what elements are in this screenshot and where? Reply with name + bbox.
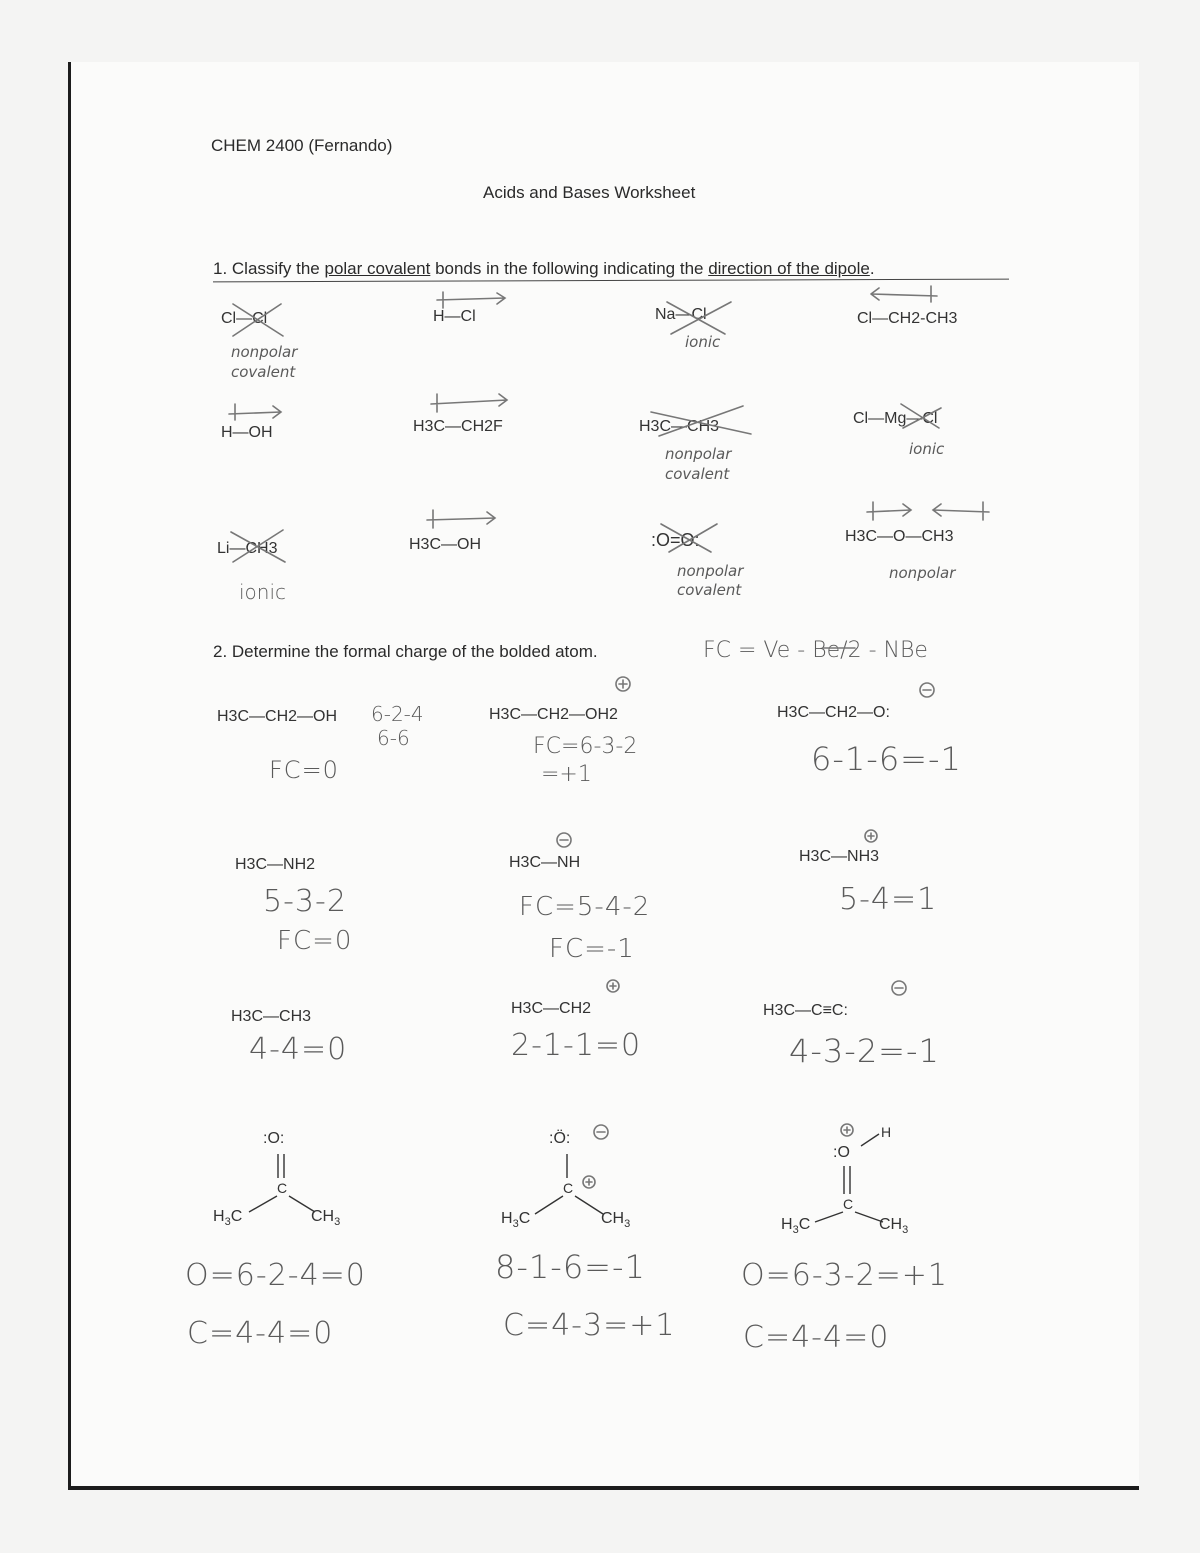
q2-item-4-work-2: FC=0 [277, 926, 353, 956]
q2-item-10-carbon: C [277, 1180, 288, 1196]
q1-text-a: 1. Classify the [213, 259, 325, 278]
charge-plus-item-8 [607, 980, 619, 992]
q2-item-7-work-1: 4-4=0 [249, 1032, 348, 1067]
course-header: CHEM 2400 (Fernando) [211, 136, 393, 155]
q1-underline-polar: polar covalent [324, 259, 431, 278]
q2-item-10-left: $H_3C$ [213, 1208, 243, 1229]
q1-item-3-note: ionic [685, 333, 721, 351]
q1-item-8-note: ionic [909, 440, 945, 458]
q2-item-12-hydrogen: H [881, 1124, 892, 1140]
worksheet-title: Acids and Bases Worksheet [483, 183, 696, 202]
q2-item-9-formula: H3C—C≡C: [763, 1002, 848, 1019]
q1-item-4-formula: Cl—CH2-CH3 [857, 310, 958, 327]
q1-underline-dipole: direction of the dipole [708, 259, 870, 278]
q2-item-8-work-1: 2-1-1=0 [511, 1028, 642, 1063]
q1-item-7-note: nonpolar covalent [665, 445, 732, 483]
q2-item-10-work-1: O=6-2-4=0 [185, 1258, 366, 1293]
charge-plus-item-11-c [583, 1176, 595, 1188]
q2-item-1-work-1: 6-2-4 [371, 702, 424, 726]
q2-item-1-work-3: FC=0 [269, 756, 339, 784]
q2-item-11-right: $CH_3$ [601, 1210, 631, 1231]
q2-item-9-work-1: 4-3-2=-1 [789, 1032, 940, 1070]
charge-plus-item-6 [865, 830, 877, 842]
q1-item-9-note: ionic [239, 580, 287, 604]
q2-item-12-work-2: C=4-4=0 [743, 1320, 890, 1355]
q2-item-11-carbon: C [563, 1180, 574, 1196]
charge-minus-item-9 [892, 981, 906, 995]
q2-item-12-left: $H_3C$ [781, 1216, 811, 1237]
q2-prompt: 2. Determine the formal charge of the bolded atom. [213, 642, 598, 661]
q2-item-1-work-2: 6-6 [377, 726, 410, 750]
q2-item-8-formula: H3C—CH2 [511, 1000, 592, 1017]
charge-minus-item-5 [557, 833, 571, 847]
dipole-arrow-h-cl [437, 292, 505, 308]
q2-item-5-work-2: FC=-1 [549, 934, 635, 964]
q2-item-10-right: $CH_3$ [311, 1208, 341, 1229]
q2-item-3-formula: H3C—CH2—O: [777, 704, 890, 721]
q2-item-2-work-1: FC=6-3-2 [533, 734, 638, 759]
q2-item-1-formula: H3C—CH2—OH [217, 708, 338, 725]
q1-text-b: bonds in the following indicating the [430, 259, 709, 278]
dipole-arrow-cl-ch2 [871, 286, 937, 302]
q1-item-6-formula: H3C—CH2F [413, 418, 503, 435]
charge-minus-item-3 [920, 683, 934, 697]
q1-item-3-formula: Na—Cl [655, 306, 707, 323]
q1-item-7-formula: H3C—CH3 [639, 418, 720, 435]
q2-item-4-work-1: 5-3-2 [263, 884, 347, 919]
q2-item-2-formula: H3C—CH2—OH2 [489, 706, 618, 723]
q2-item-11-work-1: 8-1-6=-1 [495, 1248, 646, 1286]
q2-item-7-formula: H3C—CH3 [231, 1008, 312, 1025]
q2-item-11-oxygen: :Ö: [549, 1130, 571, 1147]
q1-item-2-formula: H—Cl [433, 308, 476, 325]
q1-item-1-note: nonpolar covalent [231, 343, 298, 381]
q2-item-2-work-2: =+1 [541, 762, 592, 787]
q1-item-11-note: nonpolar covalent [677, 562, 744, 599]
q2-item-6-work-1: 5-4=1 [839, 882, 938, 917]
q1-item-10-formula: H3C—OH [409, 536, 482, 553]
q2-item-6-formula: H3C—NH3 [799, 848, 880, 865]
q2-item-11-left: $H_3C$ [501, 1210, 531, 1231]
q1-item-1-formula: Cl—Cl [221, 310, 268, 327]
q2-item-10-oxygen: :O: [263, 1130, 285, 1147]
worksheet-page [68, 62, 1139, 1490]
q2-item-12-carbon: C [843, 1196, 854, 1212]
charge-minus-item-11-o [594, 1125, 608, 1139]
q2-item-12-work-1: O=6-3-2=+1 [741, 1258, 949, 1293]
q1-text-c: . [869, 259, 875, 278]
q1-item-12-formula: H3C—O—CH3 [845, 528, 954, 545]
charge-plus-item-12 [841, 1124, 853, 1136]
q1-item-8-formula: Cl—Mg—Cl [853, 410, 938, 427]
q1-item-11-formula: :O=O: [651, 530, 700, 550]
q2-item-11-work-2: C=4-3=+1 [503, 1308, 676, 1343]
dipole-arrow-left-ether [867, 502, 911, 520]
dipole-arrow-h3c-oh [427, 510, 495, 528]
charge-plus-item-2 [616, 677, 630, 691]
q1-prompt [213, 259, 875, 279]
q2-item-12-oxygen: :O [833, 1144, 850, 1161]
dipole-arrow-right-ether [933, 502, 989, 520]
header-divider [213, 279, 1009, 283]
q1-item-5-formula: H—OH [221, 424, 273, 441]
formal-charge-equation: FC = Ve - Be/2 - NBe [703, 638, 928, 663]
dipole-arrow-h-oh [229, 404, 281, 420]
q2-item-12-right: $CH_3$ [879, 1216, 909, 1237]
q2-item-10-work-2: C=4-4=0 [187, 1316, 334, 1351]
q2-item-4-formula: H3C—NH2 [235, 856, 316, 873]
q1-item-9-formula: Li—CH3 [217, 540, 278, 557]
q2-item-5-formula: H3C—NH [509, 854, 581, 871]
q1-item-12-note: nonpolar [889, 564, 956, 582]
dipole-arrow-h3c-ch2f [431, 394, 507, 412]
q2-item-3-work-1: 6-1-6=-1 [811, 740, 962, 778]
q2-item-5-work-1: FC=5-4-2 [519, 892, 651, 922]
